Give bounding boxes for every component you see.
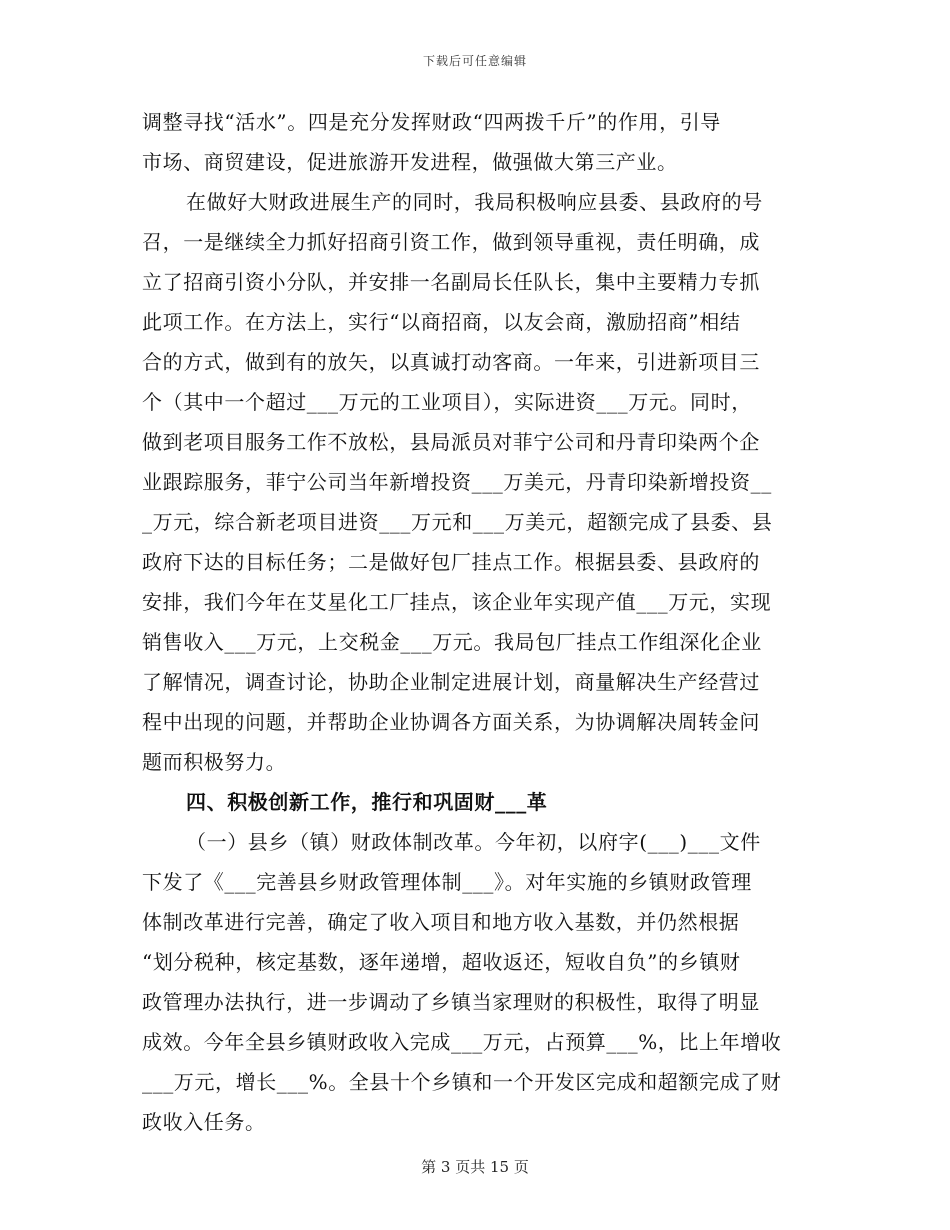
text-line: 合的方式，做到有的放矢，以真诚打动客商。一年来，引进新项目三 xyxy=(142,350,760,374)
paragraph-start-line: （一）县乡（镇）财政体制改革。今年初，以府字(___)___文件 xyxy=(186,830,761,854)
text-line: 召，一是继续全力抓好招商引资工作，做到领导重视，责任明确，成 xyxy=(142,230,760,254)
text-line: 下发了《___完善县乡财政管理体制___》。对年实施的乡镇财政管理 xyxy=(142,870,752,894)
text-line: 成效。今年全县乡镇财政收入完成___万元，占预算___%，比上年增收 xyxy=(142,1030,782,1054)
text-line: 调整寻找“活水”。四是充分发挥财政“四两拨千斤”的作用，引导 xyxy=(142,110,721,134)
document-body xyxy=(142,102,812,1142)
paragraph-start-line: 在做好大财政进展生产的同时，我局积极响应县委、县政府的号 xyxy=(186,190,763,214)
text-line: 政收入任务。 xyxy=(142,1110,266,1134)
text-line: “划分税种，核定基数，逐年递增，超收返还，短收自负”的乡镇财 xyxy=(142,950,741,974)
text-line: 个（其中一个超过___万元的工业项目），实际进资___万元。同时， xyxy=(142,390,752,414)
page-header: 下载后可任意编辑 xyxy=(422,54,527,68)
text-line: 了解情况，调查讨论，协助企业制定进展计划，商量解决生产经营过 xyxy=(142,670,760,694)
text-line: 做到老项目服务工作不放松，县局派员对菲宁公司和丹青印染两个企 xyxy=(142,430,760,454)
text-line: 销售收入___万元，上交税金___万元。我局包厂挂点工作组深化企业 xyxy=(142,630,762,654)
text-line: 安排，我们今年在艾星化工厂挂点，该企业年实现产值___万元，实现 xyxy=(142,590,772,614)
text-line: 题而积极努力。 xyxy=(142,750,287,774)
text-line: 政管理办法执行，进一步调动了乡镇当家理财的积极性，取得了明显 xyxy=(142,990,760,1014)
text-line: _万元，综合新老项目进资___万元和___万美元，超额完成了县委、县 xyxy=(142,510,773,534)
text-line: ___万元，增长___%。全县十个乡镇和一个开发区完成和超额完成了财 xyxy=(142,1070,782,1094)
text-line: 此项工作。在方法上，实行“以商招商，以友会商，激励招商”相结 xyxy=(142,310,741,334)
text-line: 立了招商引资小分队，并安排一名副局长任队长，集中主要精力专抓 xyxy=(142,270,760,294)
text-line: 政府下达的目标任务；二是做好包厂挂点工作。根据县委、县政府的 xyxy=(142,550,760,574)
text-line: 市场、商贸建设，促进旅游开发进程，做强做大第三产业。 xyxy=(142,150,678,174)
page-footer: 第 3 页共 15 页 xyxy=(421,1158,529,1176)
section-heading: 四、积极创新工作，推行和巩固财___革 xyxy=(186,790,548,814)
text-line: 程中出现的问题，并帮助企业协调各方面关系，为协调解决周转金问 xyxy=(142,710,760,734)
text-line: 体制改革进行完善，确定了收入项目和地方收入基数，并仍然根据 xyxy=(142,910,740,934)
text-line: 业跟踪服务，菲宁公司当年新增投资___万美元，丹青印染新增投资__ xyxy=(142,470,772,494)
